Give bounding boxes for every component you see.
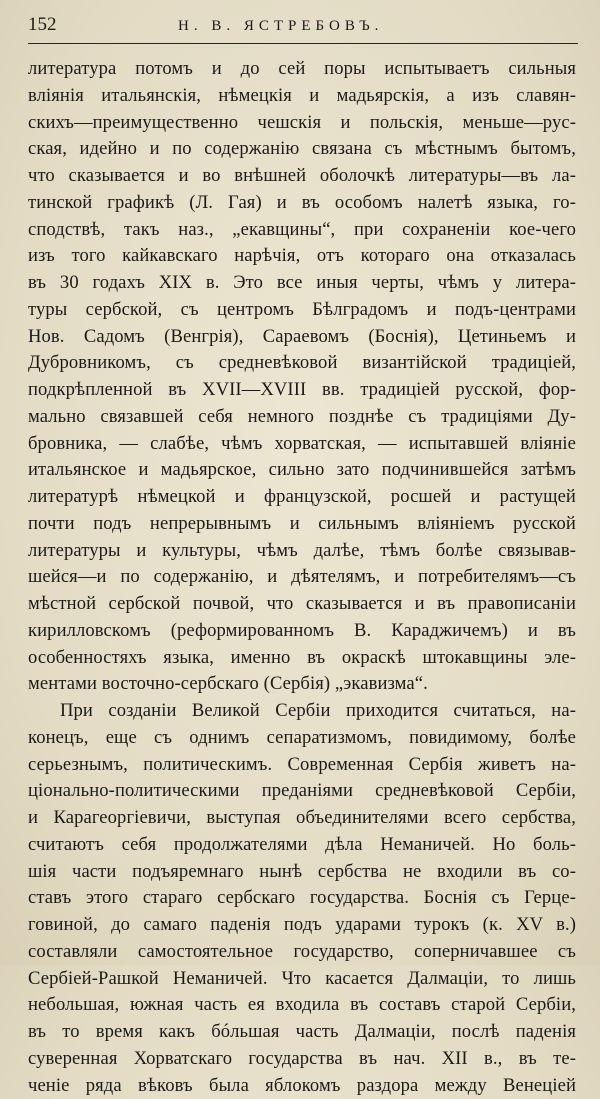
text-line: изъ того кайкавскаго нарѣчія, отъ котораго она отказалась	[28, 243, 576, 270]
text-line: подкрѣпленной въ XVII—XVIII вв. традиціей русской, фор-	[28, 377, 576, 404]
text-line: тинской графикѣ (Л. Гая) и въ особомъ налетѣ языка, го-	[28, 190, 576, 217]
text-line: кирилловскомъ (реформированномъ В. Караджичемъ) и въ	[28, 618, 576, 645]
text-line: серьезнымъ, политическимъ. Современная Сербія живетъ на-	[28, 752, 576, 779]
text-line: литературѣ нѣмецкой и французской, росшей и растущей	[28, 484, 576, 511]
text-line: ченіе ряда вѣковъ была яблокомъ раздора между Венеціей	[28, 1073, 576, 1099]
text-line: мѣстной сербской почвой, что сказывается и въ правописаніи	[28, 591, 576, 618]
text-line: мально связавшей себя немного позднѣе съ традиціями Ду-	[28, 404, 576, 431]
text-line: литературы и культуры, чѣмъ далѣе, тѣмъ болѣе связывав-	[28, 538, 576, 565]
text-line: ставъ этого стараго сербскаго государства. Боснія съ Герце-	[28, 885, 576, 912]
text-line: ментами восточно-сербскаго (Сербія) „экавизма“.	[28, 671, 576, 698]
page-header	[28, 14, 578, 36]
text-line: Дубровникомъ, съ средневѣковой византійской традиціей,	[28, 350, 576, 377]
text-line: туры сербской, съ центромъ Бѣлградомъ и подъ-центрами	[28, 297, 576, 324]
text-line: шейся—и по содержанію, и дѣятелямъ, и потребителямъ—съ	[28, 564, 576, 591]
body-text	[28, 56, 576, 1099]
text-line: ціонально-политическими преданіями средневѣковой Сербіи,	[28, 778, 576, 805]
text-line: итальянское и мадьярское, сильно зато подчинившейся затѣмъ	[28, 457, 576, 484]
text-line: Сербіей-Рашкой Неманичей. Что касается Далмаціи, то лишь	[28, 966, 576, 993]
text-line: небольшая, южная часть ея входила въ составъ старой Сербіи,	[28, 992, 576, 1019]
text-line: литература потомъ и до сей поры испытываетъ сильныя	[28, 56, 576, 83]
text-line: ская, идейно и по содержанію связана съ мѣстнымъ бытомъ,	[28, 136, 576, 163]
running-head: Н. В. ЯСТРЕБОВЪ.	[178, 15, 383, 37]
text-line: шія части подъяремнаго нынѣ сербства не входили въ со-	[28, 859, 576, 886]
text-line: бровника, — слабѣе, чѣмъ хорватская, — испытавшей вліяніе	[28, 431, 576, 458]
text-line: въ то время какъ бóльшая часть Далмаціи, послѣ паденія	[28, 1019, 576, 1046]
text-line: говиной, до самаго паденія подъ ударами турокъ (к. XV в.)	[28, 912, 576, 939]
text-line: составляли самостоятельное государство, соперничавшее съ	[28, 939, 576, 966]
text-line: Нов. Садомъ (Венгрія), Сараевомъ (Боснія), Цетиньемъ и	[28, 324, 576, 351]
text-line: что сказывается и во внѣшней оболочкѣ литературы—въ ла-	[28, 163, 576, 190]
text-line: особенностяхъ языка, именно въ окраскѣ штокавщины эле-	[28, 645, 576, 672]
text-line: конецъ, еще съ однимъ сепаратизмомъ, повидимому, болѣе	[28, 725, 576, 752]
text-line: суверенная Хорватскаго государства въ нач. XII в., въ те-	[28, 1046, 576, 1073]
text-line: и Карагеоргіевичи, выступая объединителями всего сербства,	[28, 805, 576, 832]
text-line: считаютъ себя продолжателями дѣла Неманичей. Но боль-	[28, 832, 576, 859]
text-line: скихъ—преимущественно чешскія и польскія, меньше—рус-	[28, 110, 576, 137]
paragraph	[28, 698, 576, 1099]
header-rule	[28, 43, 578, 44]
text-line: почти подъ непрерывнымъ и сильнымъ вліяніемъ русской	[28, 511, 576, 538]
text-line: При созданіи Великой Сербіи приходится считаться, на-	[28, 698, 576, 725]
text-line: сподствѣ, такъ наз., „екавщины“, при сохраненіи кое-чего	[28, 217, 576, 244]
text-line: въ 30 годахъ XIX в. Это все иныя черты, чѣмъ у литера-	[28, 270, 576, 297]
paragraph	[28, 56, 576, 698]
page-number: 152	[28, 14, 57, 36]
text-line: вліянія итальянскія, нѣмецкія и мадьярскія, а изъ славян-	[28, 83, 576, 110]
